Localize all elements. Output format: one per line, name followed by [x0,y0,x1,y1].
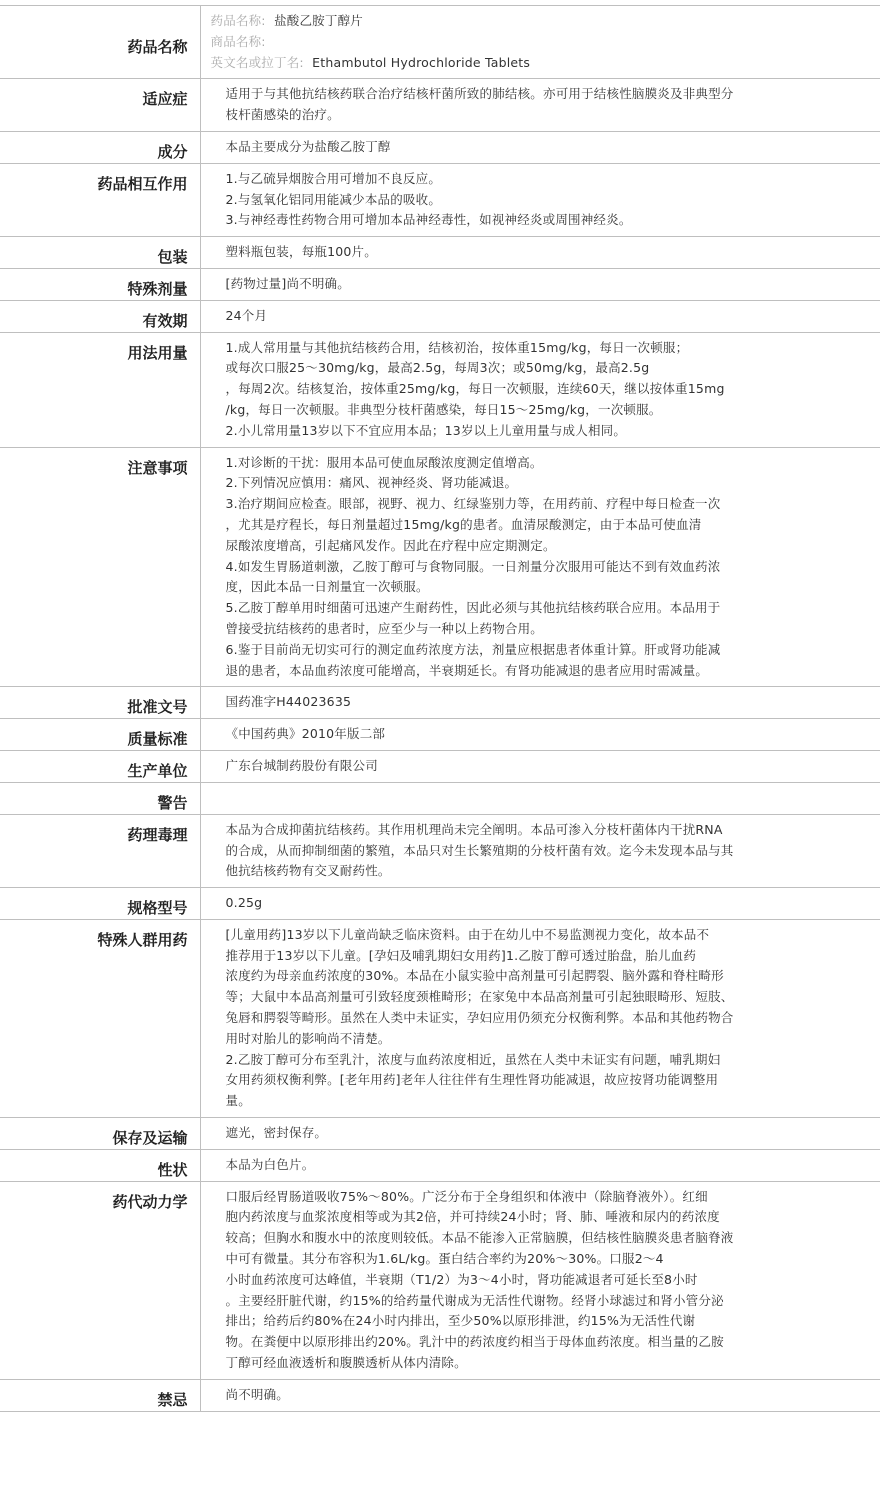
row-value [200,163,880,236]
row-value-line: [儿童用药]13岁以下儿童尚缺乏临床资料。由于在幼儿中不易监测视力变化，故本品不 [225,926,710,942]
row-value-line: 2.下列情况应慎用：痛风、视神经炎、肾功能减退。 [225,475,518,491]
row-label: 批准文号 [0,687,200,719]
row-label: 特殊人群用药 [0,919,200,1117]
row-value [200,332,880,447]
row-value [200,888,880,920]
row-value-line: [药物过量]尚不明确。 [225,275,350,291]
row-value [200,919,880,1117]
spec-row [0,1118,880,1150]
row-value-line: /kg，每日一次顿服。非典型分枝杆菌感染，每日15～25mg/kg，一次顿服。 [225,401,662,417]
row-label: 适应症 [0,79,200,132]
row-label: 特殊剂量 [0,268,200,300]
row-label: 禁忌 [0,1379,200,1411]
row-value-empty [226,788,791,809]
trade-name-line [211,32,791,53]
row-value [200,268,880,300]
row-value-line: 6.鉴于目前尚无切实可行的测定血药浓度方法，剂量应根据患者体重计算。肝或肾功能减 [225,641,721,657]
row-label: 用法用量 [0,332,200,447]
spec-row [0,163,880,236]
row-value-line: 中可有微量。其分布容积为1.6L/kg。蛋白结合率约为20%～30%。口服2～4 [225,1251,664,1267]
spec-row [0,447,880,687]
spec-row [0,268,880,300]
row-value-line: 丁醇可经血液透析和腹膜透析从体内清除。 [225,1355,467,1371]
row-value-line: 用时对胎儿的影响尚不清楚。 [225,1030,391,1046]
row-value [200,1118,880,1150]
row-label: 药理毒理 [0,814,200,887]
spec-row [0,814,880,887]
spec-row [0,919,880,1117]
row-label: 药品名称 [0,6,200,79]
spec-row [0,888,880,920]
row-value-line: 较高；但胸水和腹水中的浓度则较低。本品不能渗入正常脑膜，但结核性脑膜炎患者脑脊液 [225,1230,734,1246]
row-value-line: 度，因此本品一日剂量宜一次顿服。 [225,579,429,595]
spec-row [0,237,880,269]
row-value [200,300,880,332]
row-value [200,782,880,814]
row-value-line: ，每周2次。结核复治，按体重25mg/kg，每日一次顿服，连续60天，继以按体重15mg [225,381,725,397]
row-value-line: 退的患者，本品血药浓度可能增高，半衰期延长。有肾功能减退的患者应用时需减量。 [225,662,709,678]
row-value-line: 适用于与其他抗结核药联合治疗结核杆菌所致的肺结核。亦可用于结核性脑膜炎及非典型分 [225,86,734,102]
row-value-line: 枝杆菌感染的治疗。 [225,107,340,123]
row-value [200,237,880,269]
trade-name-label: 商品名称: [210,33,266,49]
row-value-line: 2.与氢氧化铝同用能减少本品的吸收。 [225,191,442,207]
spec-row [0,1379,880,1411]
spec-row [0,79,880,132]
row-label: 注意事项 [0,447,200,687]
row-value-line: 女用药须权衡利弊。[老年用药]老年人往往伴有生理性肾功能减退，故应按肾功能调整用 [225,1072,719,1088]
row-value-line: 2.小儿常用量13岁以下不宜应用本品；13岁以上儿童用量与成人相同。 [225,422,627,438]
row-value-line: 0.25g [225,895,263,911]
row-value-line: 的合成，从而抑制细菌的繁殖，本品只对生长繁殖期的分枝杆菌有效。迄今未发现本品与其 [225,842,734,858]
row-value [200,131,880,163]
row-label: 性状 [0,1149,200,1181]
row-label: 保存及运输 [0,1118,200,1150]
row-value-line: 1.对诊断的干扰：服用本品可使血尿酸浓度测定值增高。 [225,454,543,470]
row-value [200,750,880,782]
spec-row [0,719,880,751]
row-value-line: 浓度约为母亲血药浓度的30%。本品在小鼠实验中高剂量可引起腭裂、脑外露和脊柱畸形 [225,968,724,984]
row-value-line: 小时血药浓度可达峰值，半衰期（T1/2）为3～4小时，肾功能减退者可延长至8小时 [225,1271,698,1287]
drug-spec-table [0,5,880,1412]
row-label: 药品相互作用 [0,163,200,236]
row-label: 生产单位 [0,750,200,782]
row-value-line: 推荐用于13岁以下儿童。[孕妇及哺乳期妇女用药]1.乙胺丁醇可透过胎盘，胎儿血药 [225,947,697,963]
generic-name-line [211,11,791,32]
row-label: 成分 [0,131,200,163]
row-value-line: 量。 [225,1093,251,1109]
row-label: 包装 [0,237,200,269]
row-label: 警告 [0,782,200,814]
spec-row [0,782,880,814]
row-value-line: 国药准字H44023635 [225,694,352,710]
row-label: 质量标准 [0,719,200,751]
english-name-line [211,53,791,74]
spec-row [0,131,880,163]
row-value-line: 等；大鼠中本品高剂量可引致轻度颈椎畸形；在家兔中本品高剂量可引起独眼畸形、短肢、 [225,989,734,1005]
row-value [200,1379,880,1411]
spec-row [0,1181,880,1379]
spec-table-body [0,6,880,1412]
row-value-line: 广东台城制药股份有限公司 [225,757,378,773]
row-value-line: 5.乙胺丁醇单用时细菌可迅速产生耐药性，因此必须与其他抗结核药联合应用。本品用于 [225,600,721,616]
row-value-line: 24个月 [225,307,268,323]
spec-row [0,1149,880,1181]
row-value-line: 。主要经肝脏代谢，约15%的给药量代谢成为无活性代谢物。经肾小球滤过和肾小管分泌 [225,1292,724,1308]
spec-row [0,300,880,332]
spec-row [0,332,880,447]
row-value-line: 1.成人常用量与其他抗结核药合用，结核初治，按体重15mg/kg，每日一次顿服； [225,339,689,355]
generic-name-value: 盐酸乙胺丁醇片 [274,13,363,28]
row-value-line: 2.乙胺丁醇可分布至乳汁，浓度与血药浓度相近，虽然在人类中未证实有问题，哺乳期妇 [225,1051,721,1067]
row-label: 药代动力学 [0,1181,200,1379]
row-value [200,79,880,132]
row-value [200,687,880,719]
row-value-line: 物。在粪便中以原形排出约20%。乳汁中的药浓度约相当于母体血药浓度。相当量的乙胺 [225,1334,724,1350]
spec-row [0,687,880,719]
row-value [200,814,880,887]
row-value-line: 或每次口服25～30mg/kg，最高2.5g，每周3次；或50mg/kg，最高2.5g [225,360,650,376]
row-label: 规格型号 [0,888,200,920]
row-label: 有效期 [0,300,200,332]
generic-name-label: 药品名称: [210,13,266,28]
row-value-line: 尿酸浓度增高，引起痛风发作。因此在疗程中应定期测定。 [225,537,556,553]
row-value-line: 口服后经胃肠道吸收75%～80%。广泛分布于全身组织和体液中（除脑脊液外）。红细 [225,1188,708,1204]
row-drug-name [0,6,880,79]
drug-name-cell [200,6,880,79]
row-value-line: 尚不明确。 [225,1386,290,1402]
row-value-line: 塑料瓶包装，每瓶100片。 [225,244,377,260]
row-value-line: 4.如发生胃肠道刺激，乙胺丁醇可与食物同服。一日剂量分次服用可能达不到有效血药浓 [225,558,721,574]
row-value-line: 3.与神经毒性药物合用可增加本品神经毒性，如视神经炎或周围神经炎。 [225,212,632,228]
english-name-label: 英文名或拉丁名: [210,54,304,70]
row-value-line: 《中国药典》2010年版二部 [225,726,386,742]
row-value [200,1181,880,1379]
row-value-line: 兔唇和腭裂等畸形。虽然在人类中未证实，孕妇应用仍须充分权衡利弊。本品和其他药物合 [225,1010,734,1026]
row-value [200,719,880,751]
row-value-line: 本品为合成抑菌抗结核药。其作用机理尚未完全阐明。本品可渗入分枝杆菌体内干扰RNA [225,821,723,837]
row-value-line: 本品主要成分为盐酸乙胺丁醇 [225,138,391,154]
row-value-line: 排出；给药后约80%在24小时内排出，至少50%以原形排泄，约15%为无活性代谢 [225,1313,696,1329]
row-value-line: 3.治疗期间应检查。眼部，视野、视力、红绿鉴别力等，在用药前、疗程中每日检查一次 [225,496,721,512]
row-value-line: 胞内药浓度与血浆浓度相等或为其2倍，并可持续24小时；肾、肺、唾液和尿内的药浓度 [225,1209,720,1225]
row-value-line: 1.与乙硫异烟胺合用可增加不良反应。 [225,170,442,186]
row-value-line: 他抗结核药物有交叉耐药性。 [225,863,391,879]
row-value-line: 本品为白色片。 [225,1156,315,1172]
row-value-line: ，尤其是疗程长，每日剂量超过15mg/kg的患者。血清尿酸测定，由于本品可使血清 [225,516,702,532]
spec-row [0,750,880,782]
row-value-line: 曾接受抗结核药的患者时，应至少与一种以上药物合用。 [225,620,544,636]
row-value [200,447,880,687]
row-value [200,1149,880,1181]
row-value-line: 遮光，密封保存。 [225,1125,328,1141]
english-name-value: Ethambutol Hydrochloride Tablets [312,54,531,70]
